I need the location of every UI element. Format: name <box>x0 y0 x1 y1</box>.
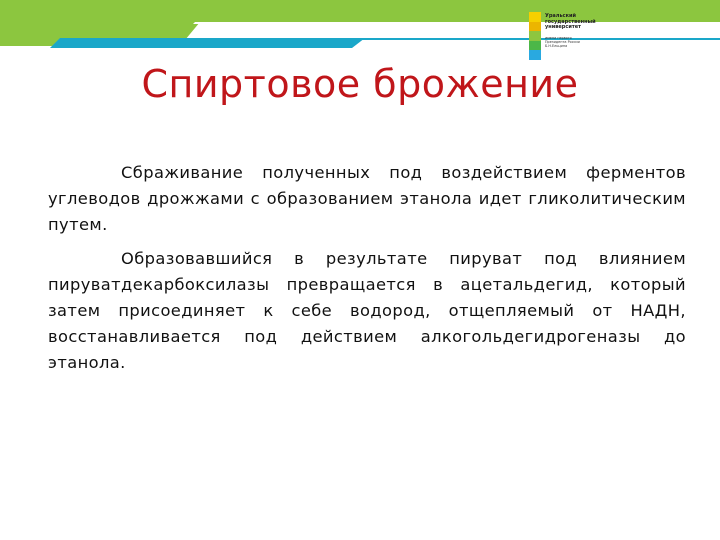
slide-title: Спиртовое брожение <box>141 62 579 106</box>
paragraph-2: Образовавшийся в результате пируват под влиянием пируватдекарбоксилазы превращается в ацетальдегид, который затем присоединяет к себе водород, отщепляемый от НАДН, восстанавливается под действием алкогольдегидрогеназы до этанола. <box>48 248 686 373</box>
logo-name: Уральский государственный университет <box>545 13 596 30</box>
white-gap <box>193 22 720 24</box>
header-stripes-decoration <box>0 0 720 60</box>
teal-stripe <box>50 38 365 48</box>
paragraph-1: Сбраживание полученных под воздействием ферментов углеводов дрожжами с образованием этанола идет гликолитическим путем. <box>48 163 686 235</box>
logo-color-bars <box>529 12 541 60</box>
university-logo <box>529 12 596 62</box>
logo-subtitle: имени первого Президента России Б.Н.Ельцина <box>545 36 580 48</box>
slide-body <box>48 160 686 384</box>
